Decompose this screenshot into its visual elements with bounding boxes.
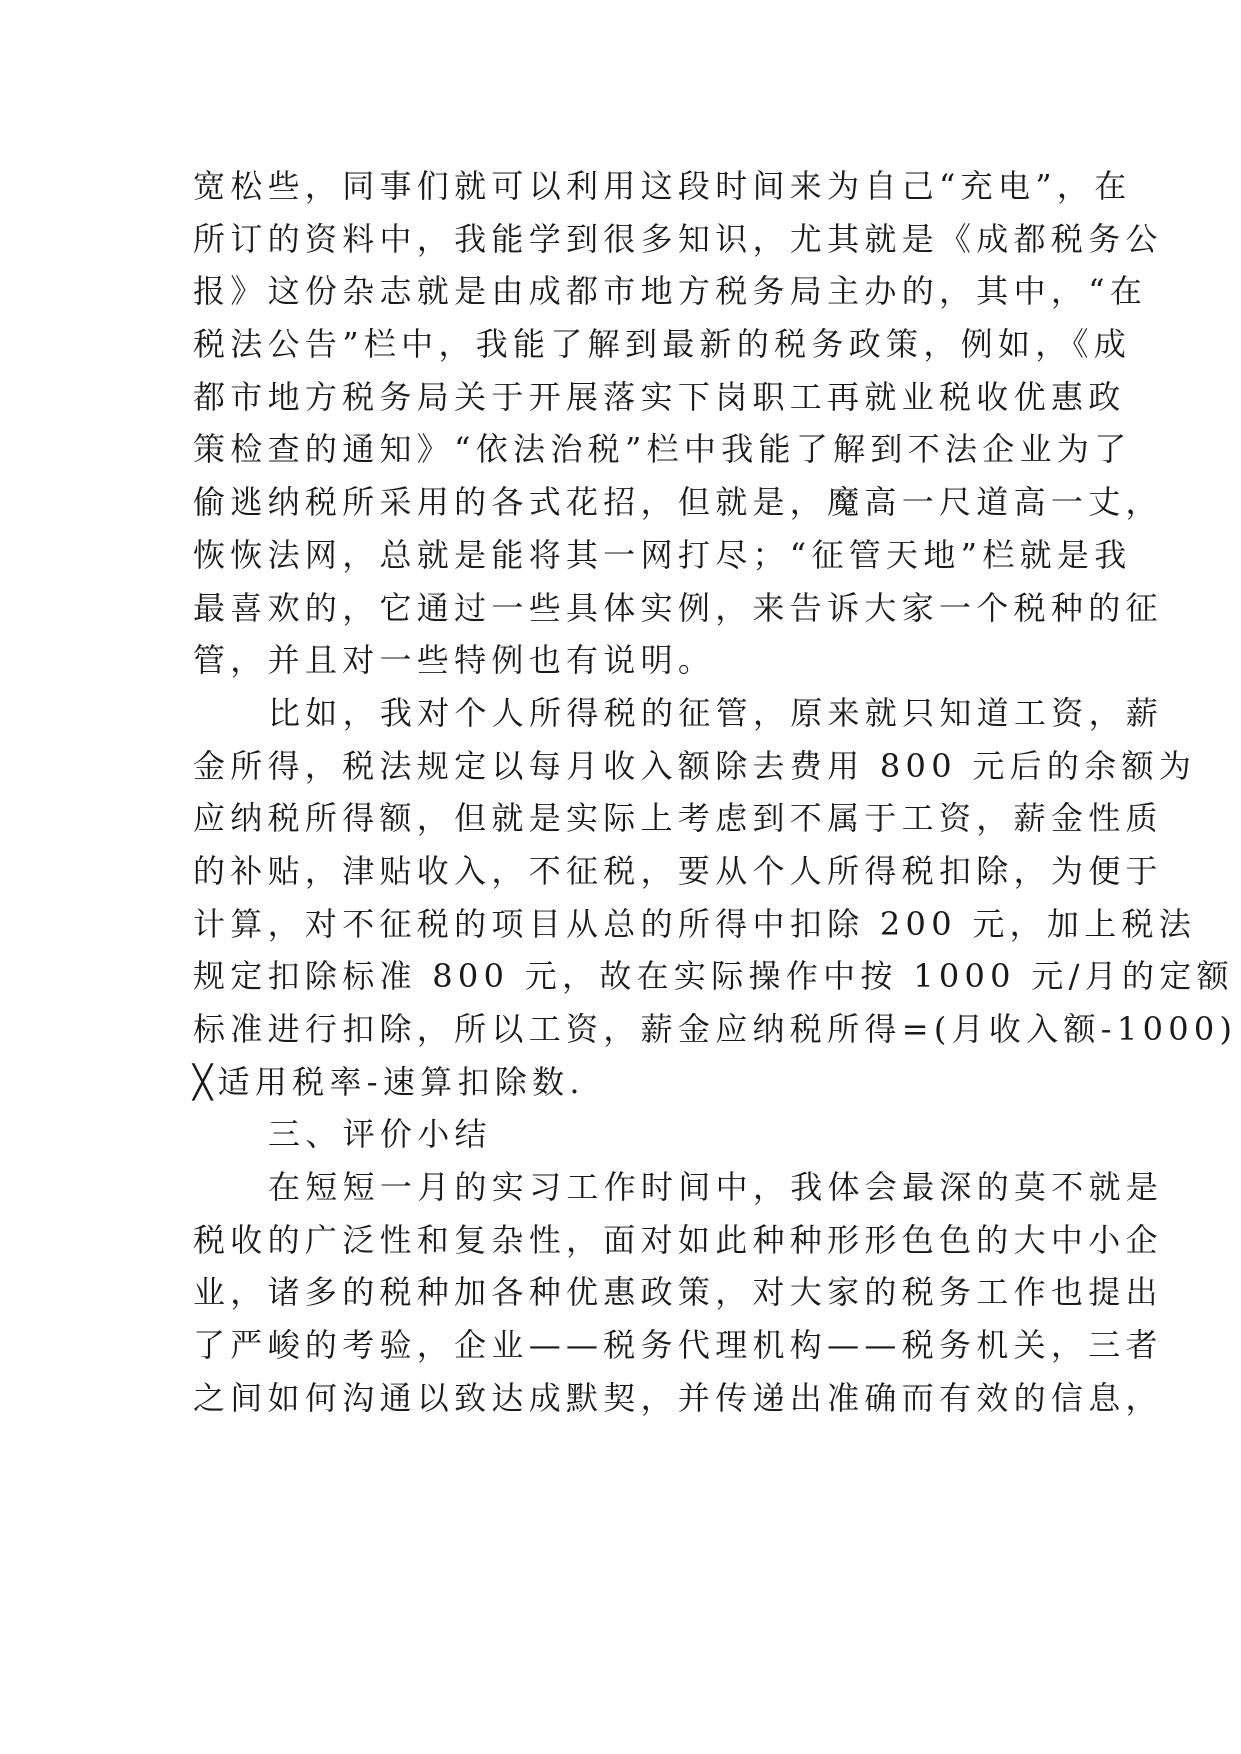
paragraph-line: 业，诸多的税种加各种优惠政策，对大家的税务工作也提出 [193,1273,1163,1312]
paragraph-line: 宽松些，同事们就可以利用这段时间来为自己“充电”，在 [193,167,1132,205]
paragraph-line: 偷逃纳税所采用的各式花招，但就是，魔高一尺道高一丈， [193,483,1163,522]
paragraph-line: 税法公告”栏中，我能了解到最新的税务政策，例如，《成 [193,325,1132,364]
paragraph-line: 税收的广泛性和复杂性，面对如此种种形形色色的大中小企 [193,1220,1163,1259]
paragraph-line: 计算，对不征税的项目从总的所得中扣除 200 元，加上税法 [193,904,1197,943]
paragraph-line: 在短短一月的实习工作时间中，我体会最深的莫不就是 [268,1168,1164,1207]
paragraph-line: 比如，我对个人所得税的征管，原来就只知道工资，薪 [268,693,1164,732]
paragraph-line: 管，并且对一些特例也有说明。 [193,641,716,680]
paragraph-line: 所订的资料中，我能学到很多知识，尤其就是《成都税务公 [193,219,1163,258]
document-body [193,160,1238,1425]
paragraph-line: 了严峻的考验，企业——税务代理机构——税务机关，三者 [193,1326,1163,1365]
section-heading: 三、评价小结 [268,1115,492,1154]
paragraph-line: 都市地方税务局关于开展落实下岗职工再就业税收优惠政 [193,377,1126,416]
paragraph-line: 策检查的通知》“依法治税”栏中我能了解到不法企业为了 [193,430,1132,469]
paragraph-line: 应纳税所得额，但就是实际上考虑到不属于工资，薪金性质 [193,799,1163,838]
paragraph-line: 报》这份杂志就是由成都市地方税务局主办的，其中，“在 [193,272,1148,311]
paragraph-line: 恢恢法网，总就是能将其一网打尽；“征管天地”栏就是我 [193,535,1132,574]
paragraph-line: ╳适用税率-速算扣除数. [193,1062,585,1101]
paragraph-line: 标准进行扣除，所以工资，薪金应纳税所得=(月收入额-1000) [193,1010,1238,1048]
paragraph-line: 的补贴，津贴收入，不征税，要从个人所得税扣除，为便于 [193,851,1163,890]
paragraph-line: 金所得，税法规定以每月收入额除去费用 800 元后的余额为 [193,746,1197,785]
paragraph-line: 最喜欢的，它通过一些具体实例，来告诉大家一个税种的征 [193,588,1163,627]
paragraph-line: 规定扣除标准 800 元，故在实际操作中按 1000 元/月的定额 [193,957,1234,996]
paragraph-line: 之间如何沟通以致达成默契，并传递出准确而有效的信息， [193,1378,1163,1417]
